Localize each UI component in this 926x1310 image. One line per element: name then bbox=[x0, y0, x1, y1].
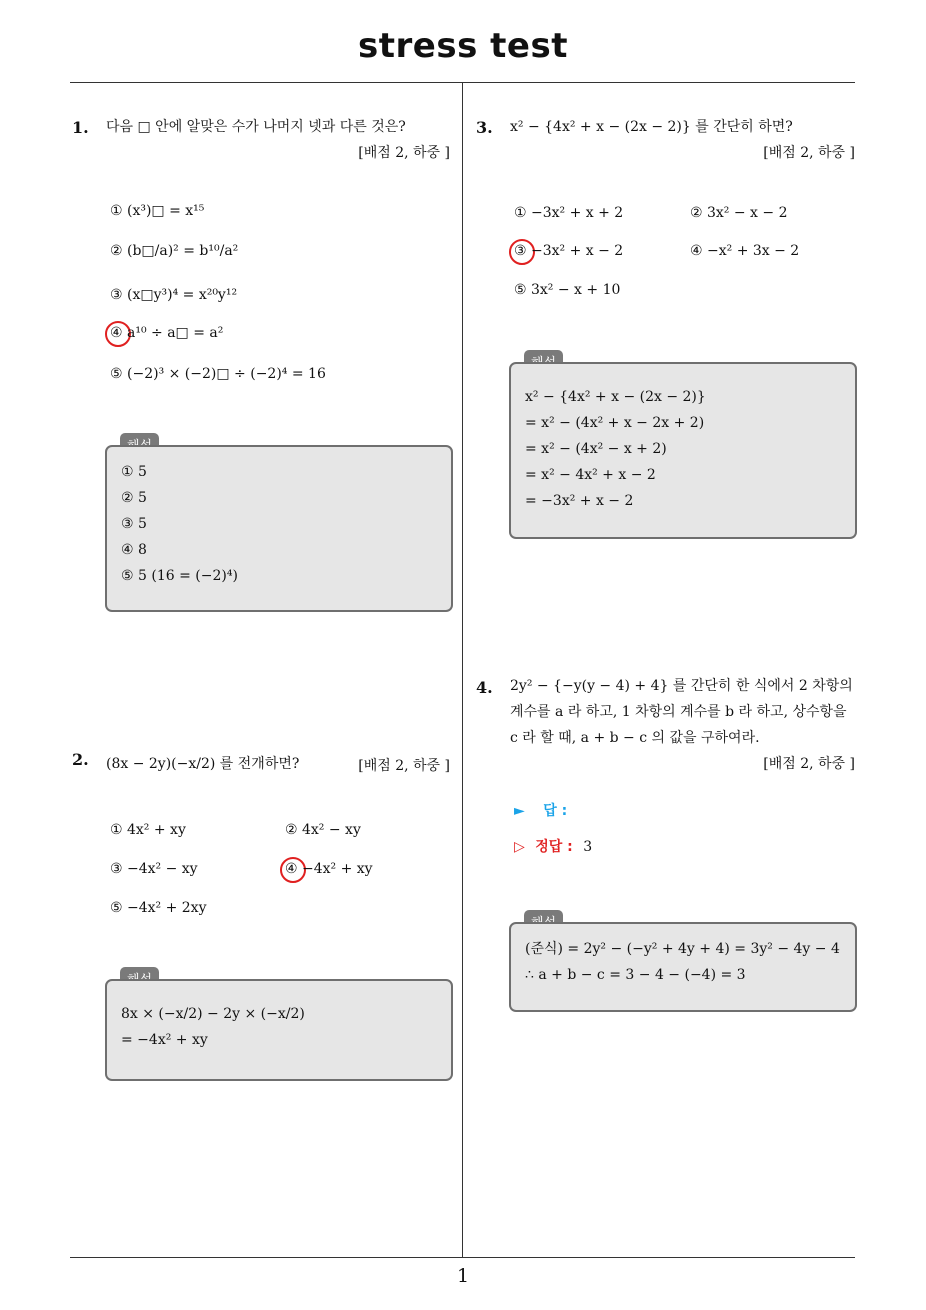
explanation-line: ∴ a + b − c = 3 − 4 − (−4) = 3 bbox=[525, 967, 746, 983]
explanation-line: ② 5 bbox=[121, 490, 147, 506]
question-points: [배점 2, 하중 ] bbox=[358, 758, 450, 774]
correct-arrow-icon: ▷ bbox=[514, 839, 525, 855]
explanation-line: = x² − 4x² + x − 2 bbox=[525, 467, 656, 483]
page-title: stress test bbox=[358, 26, 568, 66]
question-text: 다음 □ 안에 알맞은 수가 나머지 넷과 다른 것은? bbox=[106, 119, 406, 135]
question-number: 4. bbox=[476, 678, 493, 697]
question-number: 1. bbox=[72, 118, 89, 137]
question-text-line: 2y² − {−y(y − 4) + 4} 를 간단히 한 식에서 2 차항의 bbox=[510, 678, 853, 694]
explanation-line: = −4x² + xy bbox=[121, 1032, 208, 1048]
explanation-box bbox=[105, 979, 453, 1081]
explanation-box bbox=[105, 445, 453, 612]
question-text: x² − {4x² + x − (2x − 2)} 를 간단히 하면? bbox=[510, 119, 793, 135]
question-text-line: c 라 할 때, a + b − c 의 값을 구하여라. bbox=[510, 730, 760, 746]
answer-arrow-icon: ► bbox=[514, 803, 525, 819]
explanation-box bbox=[509, 362, 857, 539]
question-points: [배점 2, 하중 ] bbox=[763, 756, 855, 772]
option-2[interactable]: ② 3x² − x − 2 bbox=[690, 205, 788, 221]
question-text: (8x − 2y)(−x/2) 를 전개하면? bbox=[106, 756, 300, 772]
option-2[interactable]: ② 4x² − xy bbox=[285, 822, 361, 838]
explanation-line: 8x × (−x/2) − 2y × (−x/2) bbox=[121, 1006, 305, 1022]
option-5[interactable]: ⑤ (−2)³ × (−2)□ ÷ (−2)⁴ = 16 bbox=[110, 366, 326, 382]
column-divider bbox=[462, 83, 463, 1258]
question-text-line: 계수를 a 라 하고, 1 차항의 계수를 b 라 하고, 상수항을 bbox=[510, 704, 847, 720]
correct-answer-label: 정답 : bbox=[535, 839, 573, 855]
option-3[interactable]: ③ −3x² + x − 2 bbox=[514, 243, 624, 259]
explanation-line: (준식) = 2y² − (−y² + 4y + 4) = 3y² − 4y − 4 bbox=[525, 941, 840, 957]
option-1[interactable]: ① (x³)□ = x¹⁵ bbox=[110, 203, 205, 219]
explanation-line: ④ 8 bbox=[121, 542, 147, 558]
correct-answer-row bbox=[514, 836, 592, 856]
correct-answer-value: 3 bbox=[583, 839, 593, 855]
option-3[interactable]: ③ −4x² − xy bbox=[110, 861, 198, 877]
option-1[interactable]: ① −3x² + x + 2 bbox=[514, 205, 624, 221]
option-2[interactable]: ② (b□/a)² = b¹⁰/a² bbox=[110, 243, 239, 259]
explanation-line: x² − {4x² + x − (2x − 2)} bbox=[525, 389, 706, 405]
option-4[interactable]: ④ −4x² + xy bbox=[285, 861, 373, 877]
question-points: [배점 2, 하중 ] bbox=[358, 145, 450, 161]
explanation-line: = −3x² + x − 2 bbox=[525, 493, 634, 509]
footer-rule bbox=[70, 1257, 855, 1258]
option-5[interactable]: ⑤ 3x² − x + 10 bbox=[514, 282, 621, 298]
option-5[interactable]: ⑤ −4x² + 2xy bbox=[110, 900, 207, 916]
explanation-box bbox=[509, 922, 857, 1012]
option-1[interactable]: ① 4x² + xy bbox=[110, 822, 186, 838]
answer-label: 답 : bbox=[543, 803, 568, 819]
explanation-line: ⑤ 5 (16 = (−2)⁴) bbox=[121, 568, 238, 584]
option-4[interactable]: ④ a¹⁰ ÷ a□ = a² bbox=[110, 325, 224, 341]
explanation-line: ① 5 bbox=[121, 464, 147, 480]
explanation-line: = x² − (4x² − x + 2) bbox=[525, 441, 667, 457]
question-points: [배점 2, 하중 ] bbox=[763, 145, 855, 161]
option-3[interactable]: ③ (x□y³)⁴ = x²⁰y¹² bbox=[110, 287, 238, 303]
answer-row bbox=[514, 800, 567, 820]
page-number: 1 bbox=[456, 1265, 470, 1287]
question-number: 2. bbox=[72, 750, 89, 769]
option-4[interactable]: ④ −x² + 3x − 2 bbox=[690, 243, 800, 259]
question-number: 3. bbox=[476, 118, 493, 137]
question-text bbox=[510, 673, 858, 751]
explanation-line: = x² − (4x² + x − 2x + 2) bbox=[525, 415, 705, 431]
explanation-line: ③ 5 bbox=[121, 516, 147, 532]
